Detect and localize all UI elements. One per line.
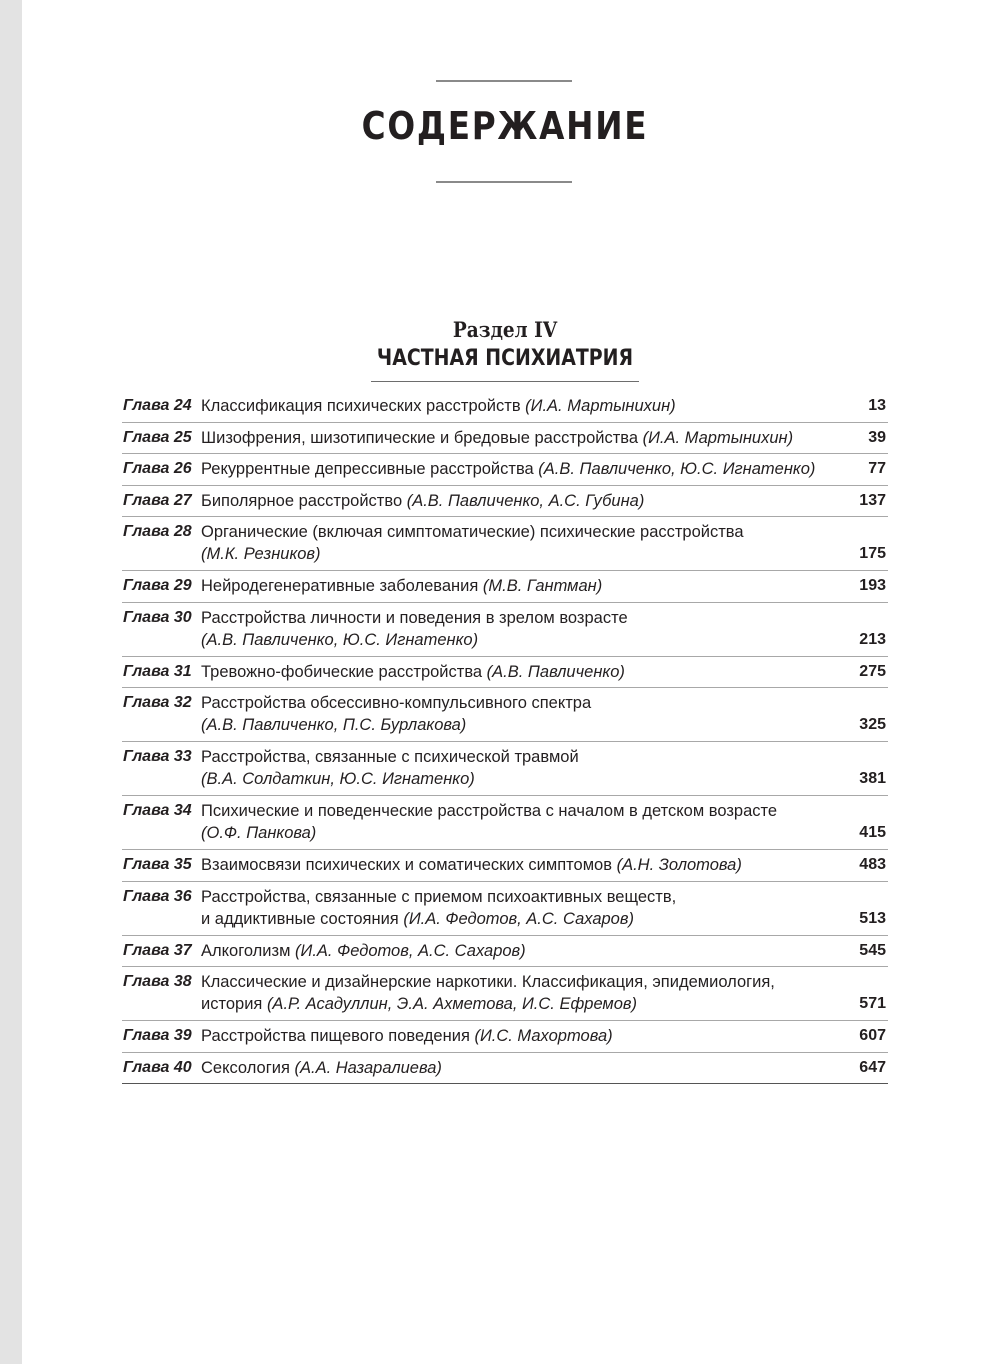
chapter-title: Расстройства пищевого поведения xyxy=(201,1027,475,1045)
chapter-title: история xyxy=(201,995,267,1013)
chapter-title: и аддиктивные состояния xyxy=(201,909,404,928)
chapter-number: Глава 34 xyxy=(123,802,192,819)
chapter-title: Расстройства, связанные с психической травмой xyxy=(201,748,579,766)
title-bottom-rule xyxy=(436,181,572,183)
table-of-contents xyxy=(122,391,888,1084)
chapter-title: Алкоголизм xyxy=(201,941,296,960)
chapter-authors: (М.В. Гантман) xyxy=(482,577,603,595)
toc-entry xyxy=(122,486,888,518)
toc-entry xyxy=(122,936,888,968)
chapter-title: Взаимосвязи психических и соматических симптомов xyxy=(201,856,617,874)
chapter-title-line xyxy=(201,908,828,930)
chapter-number: Глава 25 xyxy=(123,428,192,446)
chapter-title-line xyxy=(201,395,828,417)
chapter-title: Нейродегенеративные заболевания xyxy=(201,577,483,595)
chapter-title: Органические (включая симптоматические) психические расстройства xyxy=(201,523,744,541)
page-number: 545 xyxy=(859,941,886,959)
chapter-title-line xyxy=(201,458,828,480)
page-number: 415 xyxy=(859,824,886,841)
toc-entry xyxy=(122,454,888,486)
chapter-title: Классические и дизайнерские наркотики. Классификация, эпидемиология, xyxy=(201,973,775,991)
toc-entry xyxy=(122,688,888,742)
toc-entry xyxy=(122,1021,888,1053)
chapter-title-line xyxy=(201,800,828,822)
toc-entry xyxy=(122,603,888,657)
section-title: ЧАСТНАЯ ПСИХИАТРИЯ xyxy=(376,346,634,371)
chapter-title-line xyxy=(201,822,828,844)
chapter-title-line xyxy=(201,1025,828,1047)
chapter-number: Глава 37 xyxy=(123,941,192,959)
chapter-number: Глава 36 xyxy=(123,887,192,905)
chapter-authors: (О.Ф. Панкова) xyxy=(201,824,317,842)
page-number: 647 xyxy=(859,1058,886,1076)
chapter-title-line xyxy=(201,714,828,736)
chapter-number: Глава 32 xyxy=(123,694,192,711)
page-number: 483 xyxy=(859,856,886,873)
chapter-authors: (А.В. Павличенко, Ю.С. Игнатенко) xyxy=(201,630,479,649)
chapter-number: Глава 40 xyxy=(123,1058,192,1076)
toc-entry xyxy=(122,882,888,936)
chapter-title: Шизофрения, шизотипические и бредовые расстройства xyxy=(201,428,643,447)
chapter-authors: (И.А. Мартынихин) xyxy=(642,428,794,447)
section-label: Раздел IV xyxy=(452,317,558,342)
page-number: 77 xyxy=(868,460,886,477)
chapter-number: Глава 30 xyxy=(123,608,192,626)
chapter-title-line xyxy=(201,543,828,565)
section-rule xyxy=(371,381,639,382)
chapter-title-line xyxy=(201,746,828,768)
chapter-authors: (И.А. Федотов, А.С. Сахаров) xyxy=(403,909,634,928)
page-number: 137 xyxy=(859,491,886,509)
chapter-title: Расстройства обсессивно-компульсивного спектра xyxy=(201,694,592,712)
chapter-title-line xyxy=(201,629,828,651)
chapter-number: Глава 39 xyxy=(123,1027,192,1044)
chapter-number: Глава 38 xyxy=(123,973,192,990)
chapter-authors: (М.К. Резников) xyxy=(201,545,321,563)
chapter-number: Глава 31 xyxy=(123,662,192,680)
chapter-authors: (В.А. Солдаткин, Ю.С. Игнатенко) xyxy=(201,770,475,788)
toc-entry xyxy=(122,742,888,796)
toc-entry xyxy=(122,571,888,603)
chapter-title-line xyxy=(201,575,828,597)
chapter-authors: (И.А. Федотов, А.С. Сахаров) xyxy=(295,941,526,960)
chapter-authors: (А.В. Павличенко, Ю.С. Игнатенко) xyxy=(538,460,816,478)
chapter-title-line xyxy=(201,521,828,543)
chapter-number: Глава 26 xyxy=(123,460,192,477)
chapter-title-line xyxy=(201,1057,828,1079)
chapter-title-line xyxy=(201,692,828,714)
chapter-number: Глава 29 xyxy=(123,577,192,594)
page-margin-strip xyxy=(0,0,22,1364)
chapter-title-line xyxy=(201,661,828,683)
chapter-title: Расстройства личности и поведения в зрелом возрасте xyxy=(201,608,628,627)
chapter-title: Расстройства, связанные с приемом психоактивных веществ, xyxy=(201,887,677,906)
chapter-title-line xyxy=(201,971,828,993)
page-number: 325 xyxy=(859,716,886,733)
toc-entry xyxy=(122,796,888,850)
chapter-authors: (А.В. Павличенко) xyxy=(486,662,625,681)
page-number: 213 xyxy=(859,630,886,648)
chapter-authors: (И.С. Махортова) xyxy=(474,1027,613,1045)
chapter-title-line xyxy=(201,886,828,908)
chapter-authors: (А.В. Павличенко, П.С. Бурлакова) xyxy=(201,716,467,734)
toc-entry xyxy=(122,967,888,1021)
page-number: 13 xyxy=(868,397,886,414)
toc-entry xyxy=(122,850,888,882)
chapter-number: Глава 33 xyxy=(123,748,192,765)
chapter-title: Тревожно-фобические расстройства xyxy=(201,662,487,681)
chapter-title-line xyxy=(201,490,828,512)
chapter-authors: (А.А. Назаралиева) xyxy=(294,1058,442,1077)
chapter-title-line xyxy=(201,607,828,629)
page-number: 381 xyxy=(859,770,886,787)
page-number: 607 xyxy=(859,1027,886,1044)
chapter-authors: (А.Р. Асадуллин, Э.А. Ахметова, И.С. Ефремов) xyxy=(266,995,638,1013)
toc-entry xyxy=(122,1053,888,1085)
toc-entry xyxy=(122,391,888,423)
chapter-title: Биполярное расстройство xyxy=(201,491,407,510)
toc-entry xyxy=(122,517,888,571)
page-number: 175 xyxy=(859,545,886,562)
chapter-number: Глава 28 xyxy=(123,523,192,540)
chapter-authors: (И.А. Мартынихин) xyxy=(525,397,676,415)
chapter-title: Классификация психических расстройств xyxy=(201,397,526,415)
chapter-title: Рекуррентные депрессивные расстройства xyxy=(201,460,539,478)
toc-entry xyxy=(122,423,888,455)
page-title: СОДЕРЖАНИЕ xyxy=(361,104,649,148)
page-number: 39 xyxy=(868,428,886,446)
chapter-number: Глава 35 xyxy=(123,856,192,873)
page-number: 193 xyxy=(859,577,886,594)
chapter-number: Глава 24 xyxy=(123,397,192,414)
chapter-number: Глава 27 xyxy=(123,491,192,509)
chapter-title-line xyxy=(201,427,828,449)
chapter-title-line xyxy=(201,854,828,876)
chapter-title: Психические и поведенческие расстройства с началом в детском возрасте xyxy=(201,802,778,820)
chapter-title: Сексология xyxy=(201,1058,295,1077)
page-number: 513 xyxy=(859,909,886,927)
chapter-title-line xyxy=(201,768,828,790)
toc-entry xyxy=(122,657,888,689)
page-number: 571 xyxy=(859,995,886,1012)
title-top-rule xyxy=(436,80,572,82)
chapter-title-line xyxy=(201,993,828,1015)
chapter-title-line xyxy=(201,940,828,962)
chapter-authors: (А.В. Павличенко, А.С. Губина) xyxy=(406,491,645,510)
chapter-authors: (А.Н. Золотова) xyxy=(616,856,742,874)
page-number: 275 xyxy=(859,662,886,680)
